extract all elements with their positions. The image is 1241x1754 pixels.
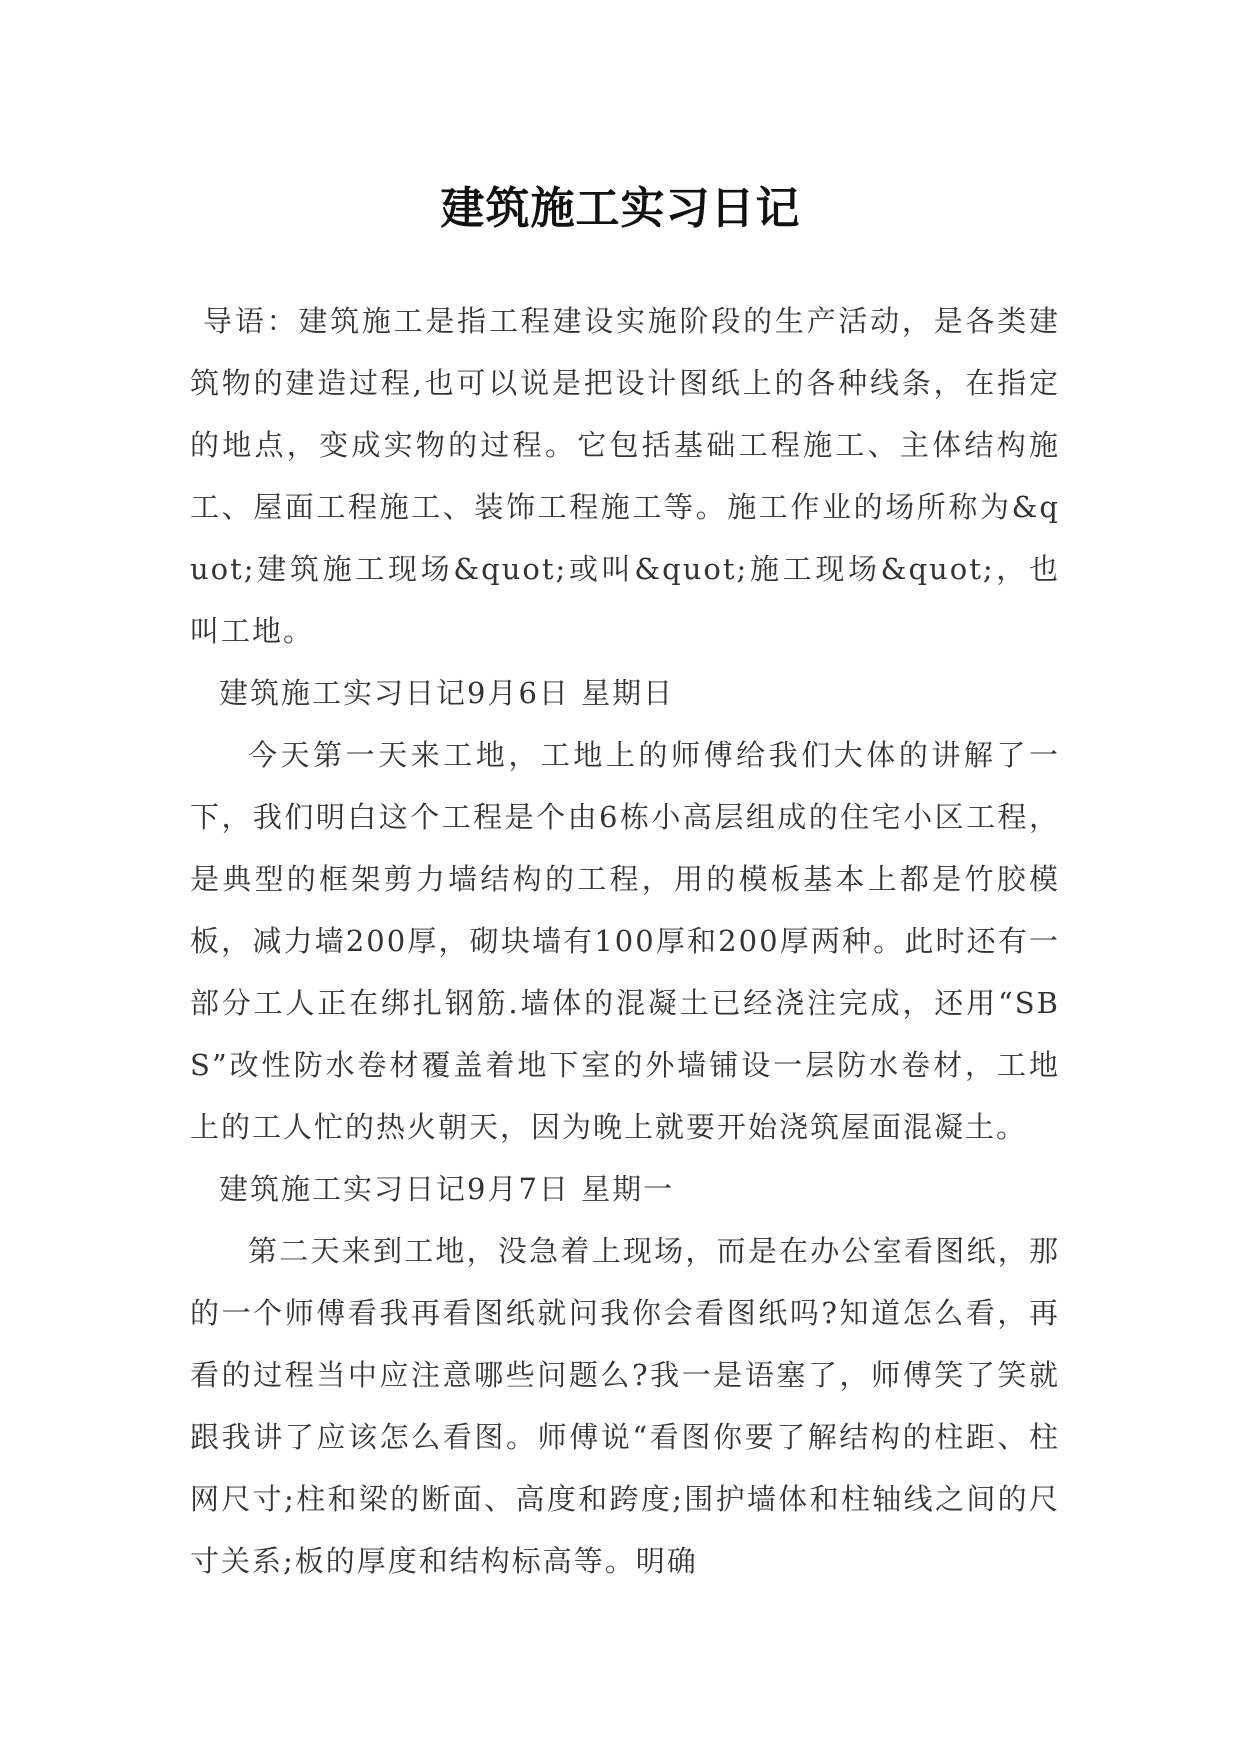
diary-entry-paragraph: 第二天来到工地，没急着上现场，而是在办公室看图纸，那的一个师傅看我再看图纸就问我你会看图纸吗?知道怎么看，再看的过程当中应注意哪些问题么?我一是语塞了，师傅笑了笑就跟我讲了应该怎么看图。师傅说“看图你要了解结构的柱距、柱网尺寸;柱和梁的断面、高度和跨度;围护墙体和柱轴线之间的尺寸关系;板的厚度和结构标高等。明确	[190, 1234, 1060, 1578]
document-title: 建筑施工实习日记	[440, 183, 801, 235]
document-body	[190, 290, 1060, 1592]
intro-paragraph: 导语：建筑施工是指工程建设实施阶段的生产活动，是各类建筑物的建造过程,也可以说是把设计图纸上的各种线条，在指定的地点，变成实物的过程。它包括基础工程施工、主体结构施工、屋面工程施工、装饰工程施工等。施工作业的场所称为&quot;建筑施工现场&quot;或叫&quot;施工现场&quot;，也叫工地。	[190, 304, 1060, 648]
diary-entry-heading: 建筑施工实习日记9月7日 星期一	[219, 1172, 675, 1206]
diary-entry-heading: 建筑施工实习日记9月6日 星期日	[219, 676, 675, 710]
diary-entry-paragraph: 今天第一天来工地，工地上的师傅给我们大体的讲解了一下，我们明白这个工程是个由6栋小高层组成的住宅小区工程，是典型的框架剪力墙结构的工程，用的模板基本上都是竹胶模板，减力墙200厚，砌块墙有100厚和200厚两种。此时还有一部分工人正在绑扎钢筋.墙体的混凝土已经浇注完成，还用“SBS”改性防水卷材覆盖着地下室的外墙铺设一层防水卷材，工地上的工人忙的热火朝天，因为晚上就要开始浇筑屋面混凝土。	[190, 738, 1060, 1144]
